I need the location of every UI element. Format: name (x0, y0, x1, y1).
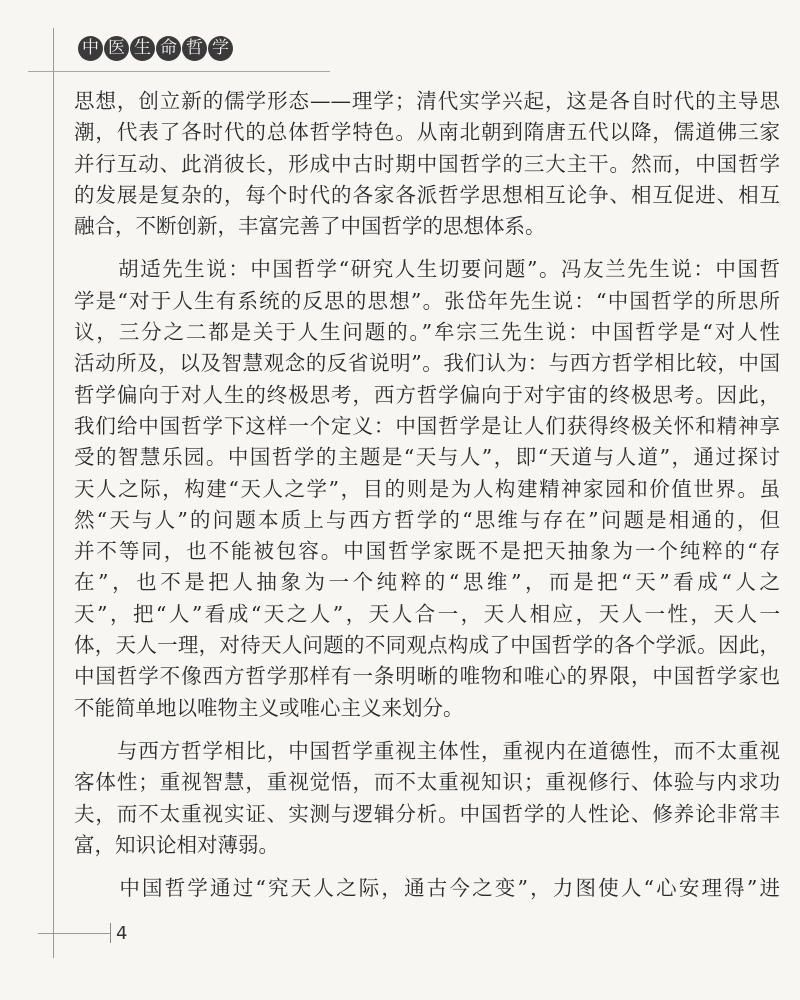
text-line: 体，天人一理，对待天人问题的不同观点构成了中国哲学的各个学派。因此， (74, 633, 780, 658)
header-char: 医 (104, 36, 129, 61)
body-text (74, 86, 780, 916)
text-line: 并行互动、此消彼长，形成中古时期中国哲学的三大主干。然而，中国哲学 (74, 151, 780, 176)
paragraph (74, 736, 780, 861)
page-number: 4 (116, 923, 128, 944)
text-line: 客体性；重视智慧，重视觉悟，而不太重视知识；重视修行、体验与内求功 (74, 770, 780, 795)
text-line: 议，三分之二都是关于人生问题的。”牟宗三先生说：中国哲学是“对人性 (74, 320, 780, 345)
text-line: 与西方哲学相比，中国哲学重视主体性，重视内在道德性，而不太重视 (74, 738, 780, 763)
text-line: 天”，把“人”看成“天之人”，天人合一，天人相应，天人一性，天人一 (74, 601, 780, 626)
text-line: 不能简单地以唯物主义或唯心主义来划分。 (74, 695, 464, 720)
text-line: 我们给中国哲学下这样一个定义：中国哲学是让人们获得终极关怀和精神享 (74, 413, 780, 438)
paragraph (74, 873, 780, 904)
text-line: 中国哲学通过“究天人之际，通古今之变”，力图使人“心安理得”进 (74, 876, 780, 901)
text-line: 活动所及，以及智慧观念的反省说明”。我们认为：与西方哲学相比较，中国 (74, 351, 780, 376)
header-char: 生 (130, 36, 155, 61)
header-char: 命 (156, 36, 181, 61)
paragraph (74, 86, 780, 242)
text-line: 胡适先生说：中国哲学“研究人生切要问题”。冯友兰先生说：中国哲 (74, 257, 780, 282)
text-line: 思想，创立新的儒学形态——理学；清代实学兴起，这是各自时代的主导思 (74, 89, 780, 113)
header-rule (28, 71, 330, 72)
text-line: 融合，不断创新，丰富完善了中国哲学的思想体系。 (74, 214, 546, 239)
text-line: 中国哲学不像西方哲学那样有一条明晰的唯物和唯心的界限，中国哲学家也 (74, 664, 780, 689)
text-line: 天人之际，构建“天人之学”，目的则是为人构建精神家园和价值世界。虽 (74, 476, 780, 501)
margin-vertical-rule (53, 28, 54, 958)
header-char: 哲 (182, 36, 207, 61)
paragraph (74, 254, 780, 723)
text-line: 潮，代表了各时代的总体哲学特色。从南北朝到隋唐五代以降，儒道佛三家 (74, 120, 780, 145)
header-char: 学 (208, 36, 233, 61)
text-line: 然“天与人”的问题本质上与西方哲学的“思维与存在”问题是相通的，但 (74, 507, 780, 532)
text-line: 的发展是复杂的，每个时代的各家各派哲学思想相互论争、相互促进、相互 (74, 182, 780, 207)
text-line: 学是“对于人生有系统的反思的思想”。张岱年先生说：“中国哲学的所思所 (74, 288, 780, 313)
text-line: 夫，而不太重视实证、实测与逻辑分析。中国哲学的人性论、修养论非常丰 (74, 801, 780, 826)
footer-tick (110, 923, 111, 943)
header-char: 中 (78, 36, 103, 61)
text-line: 哲学偏向于对人生的终极思考，西方哲学偏向于对宇宙的终极思考。因此， (74, 382, 780, 407)
footer-rule (38, 933, 110, 934)
text-line: 并不等同，也不能被包容。中国哲学家既不是把天抽象为一个纯粹的“存 (74, 539, 780, 564)
text-line: 富，知识论相对薄弱。 (74, 832, 279, 857)
text-line: 在”，也不是把人抽象为一个纯粹的“思维”，而是把“天”看成“人之 (74, 570, 780, 595)
running-header-title (78, 36, 233, 61)
text-line: 受的智慧乐园。中国哲学的主题是“天与人”，即“天道与人道”，通过探讨 (74, 445, 780, 470)
